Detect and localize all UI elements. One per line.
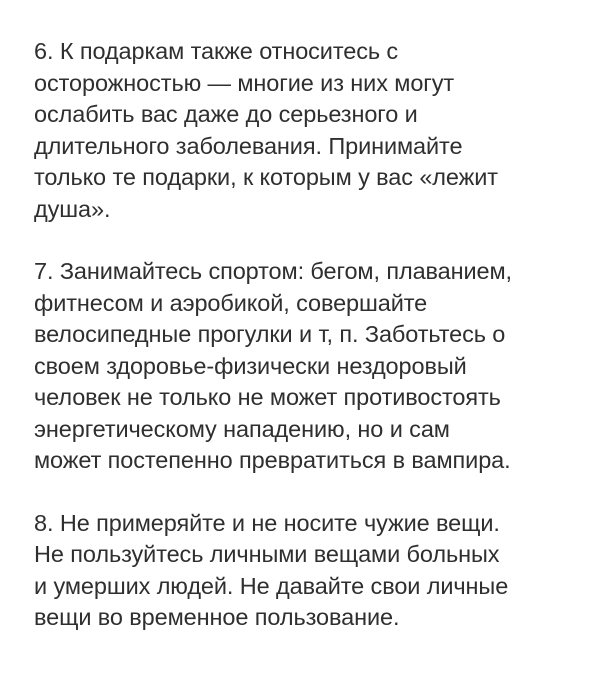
text-line: энергетическому нападению, но и сам bbox=[34, 415, 450, 442]
text-line: вещи во временное пользование. bbox=[34, 604, 400, 630]
text-line: 7. Занимайтесь спортом: бегом, плаванием, bbox=[34, 258, 512, 284]
paragraph-6 bbox=[34, 36, 576, 225]
text-line: фитнесом и аэробикой, совершайте bbox=[34, 289, 428, 316]
text-line: 6. К подаркам также относитесь с bbox=[34, 38, 399, 64]
text-line: Не пользуйтесь личными вещами больных bbox=[34, 541, 500, 567]
text-line: велосипедные прогулки и т, п. Заботьтесь о bbox=[34, 321, 506, 347]
paragraph-7 bbox=[34, 256, 576, 477]
text-line: длительного заболевания. Принимайте bbox=[34, 132, 463, 159]
paragraph-8 bbox=[34, 508, 576, 634]
text-line: осторожностью — многие из них могут bbox=[34, 69, 455, 96]
text-line: ослабить вас даже до серьезного и bbox=[34, 101, 418, 127]
text-line: человек не только не может противостоять bbox=[34, 384, 501, 410]
text-line: 8. Не примеряйте и не носите чужие вещи. bbox=[34, 509, 500, 536]
text-line: и умерших людей. Не давайте свои личные bbox=[34, 572, 509, 599]
text-line: только те подарки, к которым у вас «лежит bbox=[34, 164, 498, 190]
text-line: может постепенно превратиться в вампира. bbox=[34, 447, 511, 473]
text-line: душа». bbox=[34, 195, 111, 222]
text-line: своем здоровье-физически нездоровый bbox=[34, 352, 467, 379]
